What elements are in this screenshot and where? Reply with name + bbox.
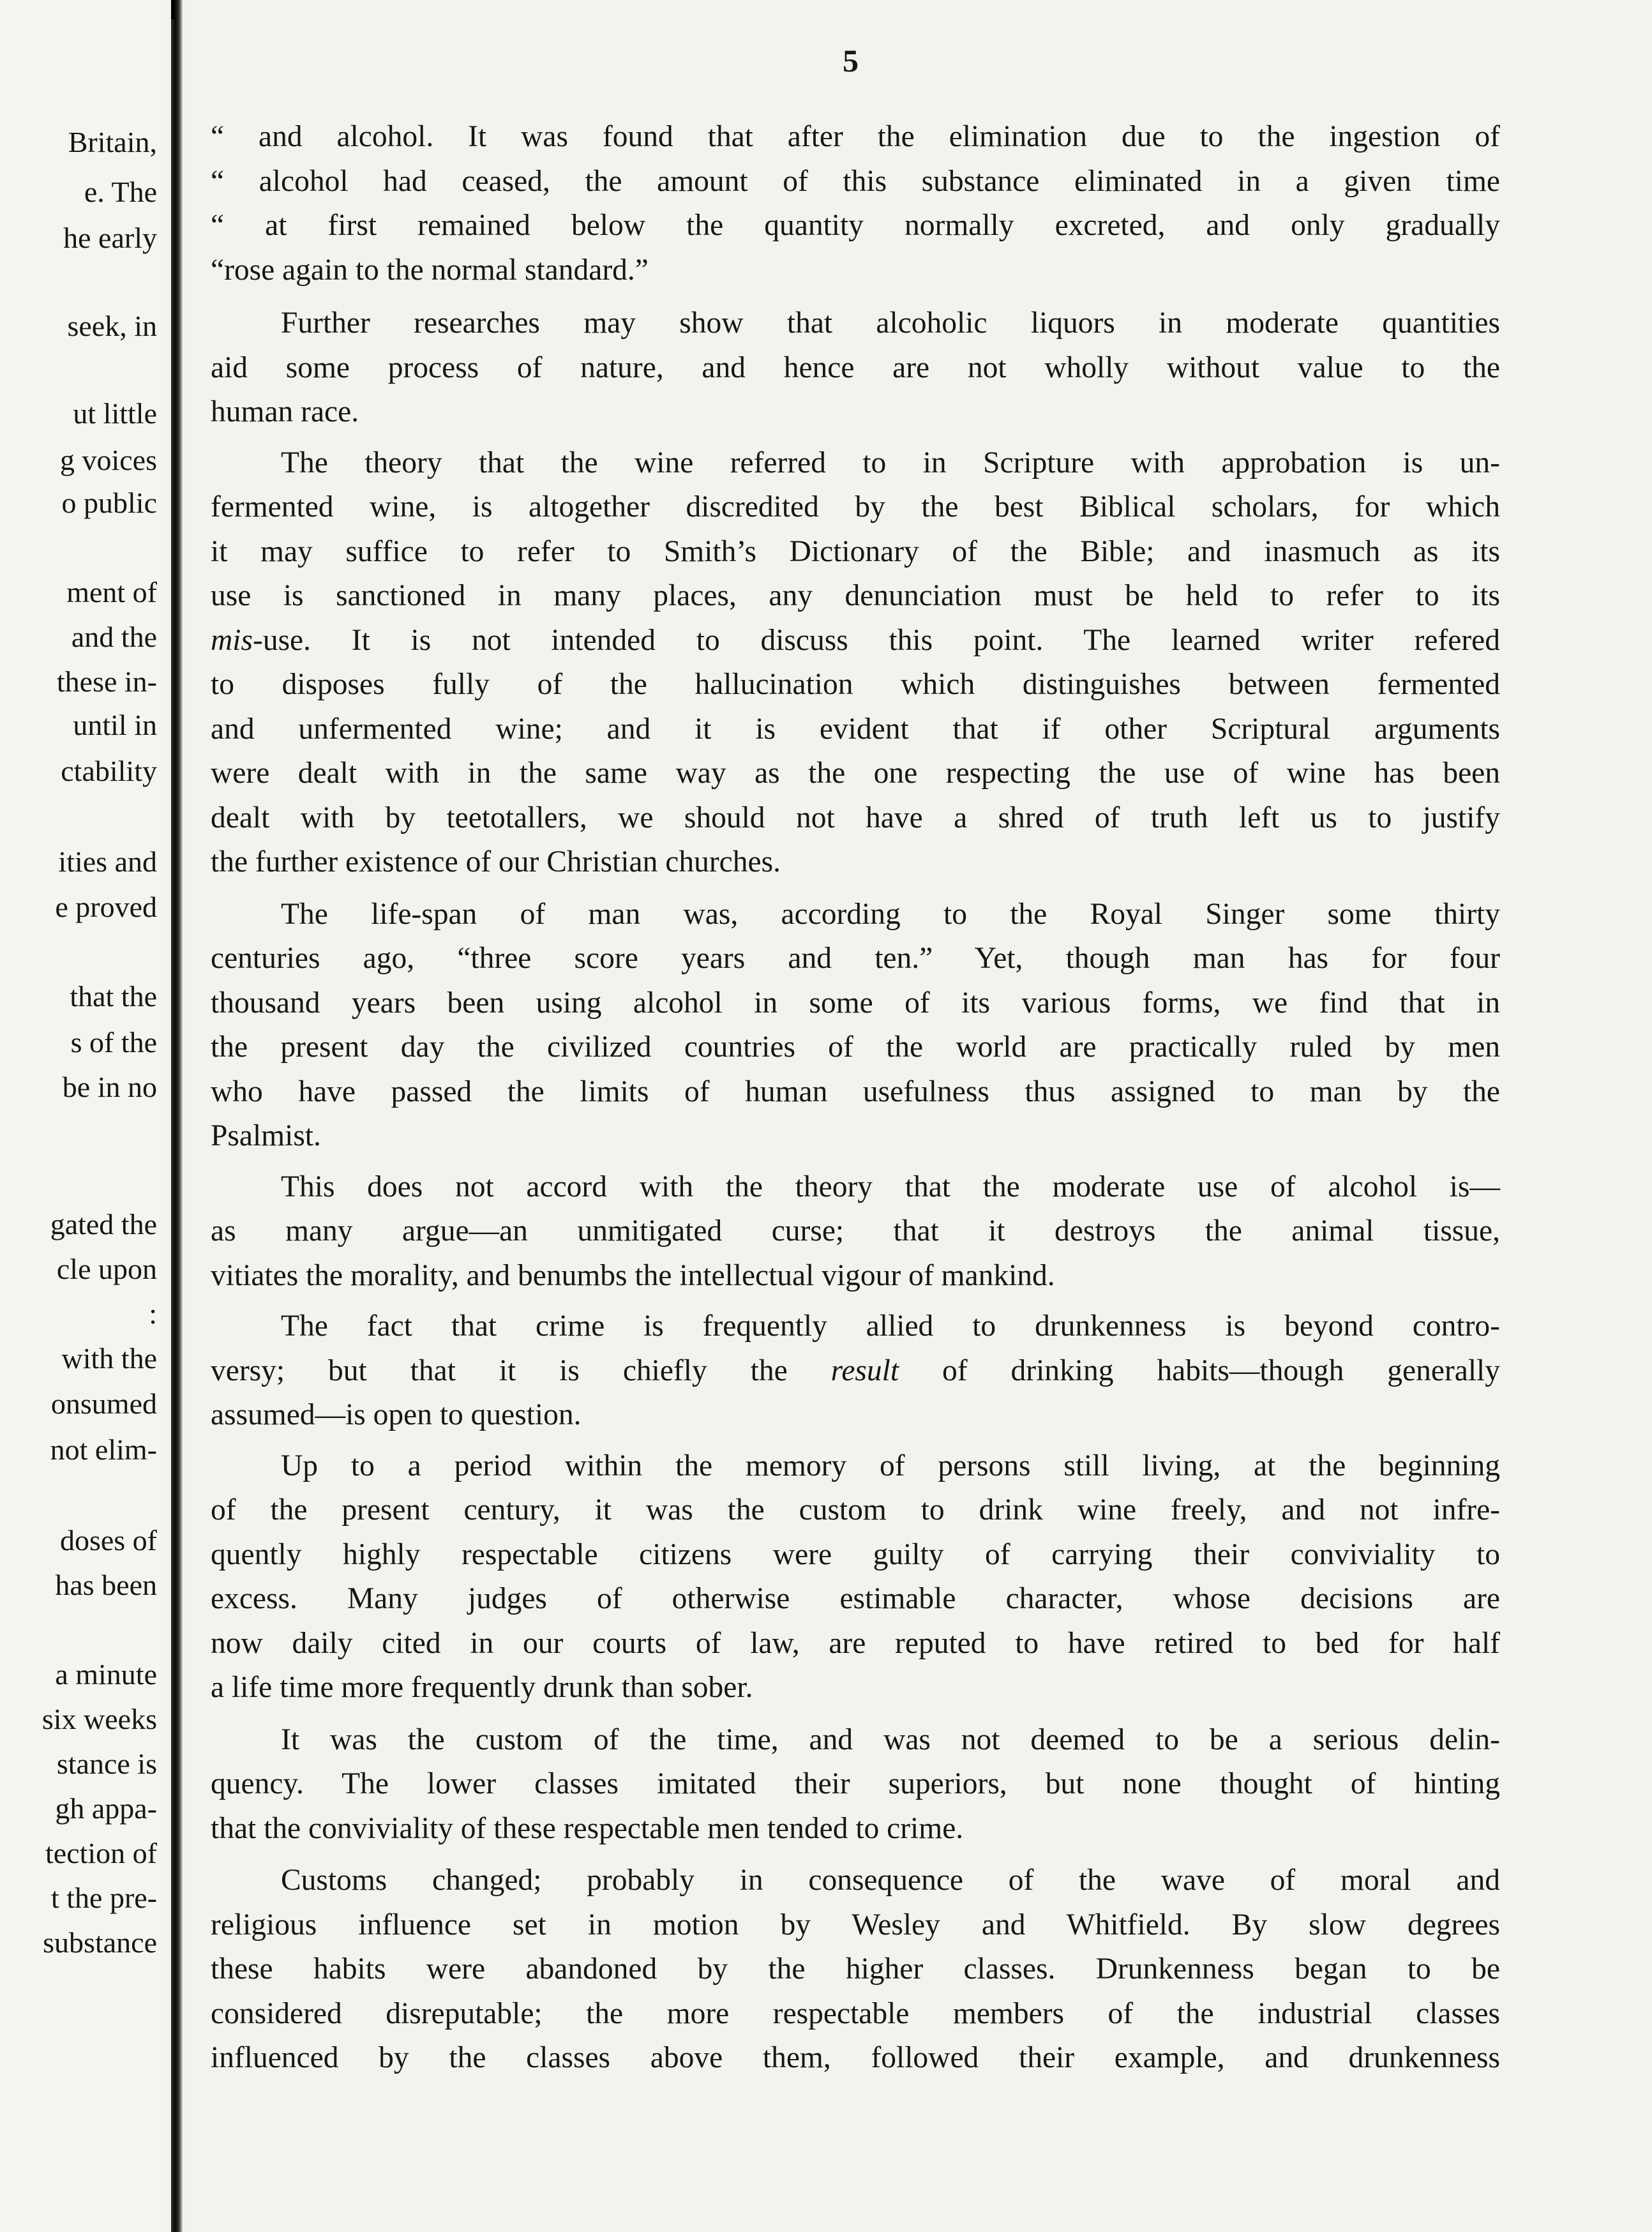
text-line: the present day the civilized countries of the world are practically ruled by men	[211, 1030, 1500, 1064]
adjacent-page-fragment: ctability	[61, 755, 157, 787]
adjacent-page-fragment: gh appa-	[55, 1792, 157, 1825]
adjacent-page-fragment: e proved	[55, 891, 157, 923]
text-line: the further existence of our Christian churches.	[211, 845, 781, 878]
text-line: as many argue—an unmitigated curse; that it destroys the animal tissue,	[211, 1214, 1500, 1248]
paragraph	[211, 115, 1500, 292]
adjacent-page-fragment: t the pre-	[50, 1881, 157, 1914]
text-line: The theory that the wine referred to in Scripture with approbation is un-	[281, 446, 1500, 479]
text-line: and unfermented wine; and it is evident that if other Scriptural arguments	[211, 712, 1500, 746]
adjacent-page-fragment: g voices	[59, 444, 157, 476]
page-number: 5	[843, 43, 859, 79]
text-line: Up to a period within the memory of persons still living, at the beginning	[281, 1449, 1500, 1482]
adjacent-page-fragment: these in-	[56, 665, 157, 698]
text-line: who have passed the limits of human usefulness thus assigned to man by the	[211, 1075, 1500, 1108]
body-text	[211, 115, 1500, 2081]
paragraph	[211, 1444, 1500, 1710]
adjacent-page-fragment: ities and	[58, 845, 157, 878]
text-line: of the present century, it was the custom to drink wine freely, and not infre-	[211, 1493, 1500, 1527]
adjacent-page-fragment: e. The	[84, 176, 157, 208]
paragraph	[211, 1304, 1500, 1438]
text-line: Customs changed; probably in consequence of the wave of moral and	[281, 1864, 1500, 1897]
text-line: now daily cited in our courts of law, are reputed to have retired to bed for half	[211, 1626, 1500, 1660]
adjacent-page-fragment: six weeks	[41, 1703, 157, 1735]
adjacent-page-fragment: s of the	[70, 1026, 157, 1059]
text-line: quency. The lower classes imitated their superiors, but none thought of hinting	[211, 1767, 1500, 1800]
text-line: these habits were abandoned by the higher classes. Drunkenness began to be	[211, 1952, 1500, 1986]
text-line: “ alcohol had ceased, the amount of this substance eliminated in a given time	[211, 164, 1500, 198]
text-line: centuries ago, “three score years and ten.” Yet, though man has for four	[211, 942, 1500, 975]
text-line: mis-use. It is not intended to discuss this point. The learned writer refered	[211, 623, 1500, 657]
text-line: were dealt with in the same way as the one respecting the use of wine has been	[211, 757, 1500, 790]
text-line: Further researches may show that alcoholic liquors in moderate quantities	[281, 306, 1500, 340]
paragraph	[211, 1859, 1500, 2081]
adjacent-page-fragment: substance	[43, 1926, 157, 1959]
text-line: quently highly respectable citizens were guilty of carrying their conviviality to	[211, 1537, 1500, 1571]
book-page	[191, 0, 1652, 2232]
text-line: The fact that crime is frequently allied to drunkenness is beyond contro-	[281, 1309, 1500, 1343]
text-line: human race.	[211, 395, 359, 428]
gutter-mark	[171, 0, 175, 19]
adjacent-page-fragment: doses of	[59, 1524, 157, 1557]
adjacent-page-fragment: seek, in	[67, 310, 157, 342]
text-line: versy; but that it is chiefly the result of drinking habits—though generally	[211, 1354, 1500, 1387]
text-line: influenced by the classes above them, followed their example, and drunkenness	[211, 2041, 1500, 2074]
adjacent-page-fragment: until in	[73, 709, 157, 741]
adjacent-page-fragment: with the	[61, 1342, 157, 1375]
text-line: It was the custom of the time, and was not deemed to be a serious delin-	[281, 1723, 1500, 1756]
paragraph	[211, 441, 1500, 885]
adjacent-page-fragment: tection of	[45, 1837, 157, 1869]
paragraph	[211, 1718, 1500, 1851]
paragraph	[211, 1165, 1500, 1299]
adjacent-page-fragment: be in no	[62, 1071, 157, 1103]
text-line: vitiates the morality, and benumbs the intellectual vigour of mankind.	[211, 1258, 1055, 1292]
adjacent-page-fragment: ment of	[66, 576, 157, 608]
text-line: aid some process of nature, and hence are not wholly without value to the	[211, 351, 1500, 384]
text-line: The life-span of man was, according to the Royal Singer some thirty	[281, 897, 1500, 931]
adjacent-page-fragment: onsumed	[50, 1387, 157, 1420]
text-line: excess. Many judges of otherwise estimable character, whose decisions are	[211, 1582, 1500, 1615]
adjacent-page-fragment: he early	[63, 222, 157, 254]
adjacent-page-fragment: ut little	[73, 397, 157, 430]
text-line: Psalmist.	[211, 1119, 321, 1152]
adjacent-page-fragment: has been	[55, 1569, 157, 1601]
adjacent-page-fragment: and the	[71, 621, 157, 653]
adjacent-page-fragment: cle upon	[56, 1253, 157, 1285]
adjacent-page-fragment: not elim-	[50, 1433, 157, 1466]
book-gutter	[171, 0, 183, 2232]
text-line: “ and alcohol. It was found that after the elimination due to the ingestion of	[211, 120, 1500, 153]
adjacent-page-strip	[0, 0, 167, 2232]
text-line: fermented wine, is altogether discredited by the best Biblical scholars, for which	[211, 490, 1500, 524]
text-line: use is sanctioned in many places, any denunciation must be held to refer to its	[211, 579, 1500, 612]
paragraph	[211, 301, 1500, 435]
adjacent-page-fragment: Britain,	[68, 126, 157, 158]
text-line: “ at first remained below the quantity normally excreted, and only gradually	[211, 209, 1500, 242]
adjacent-page-fragment: stance is	[56, 1747, 157, 1780]
text-line: considered disreputable; the more respectable members of the industrial classes	[211, 1996, 1500, 2030]
paragraph	[211, 893, 1500, 1159]
text-line: “rose again to the normal standard.”	[211, 253, 649, 287]
text-line: a life time more frequently drunk than sober.	[211, 1671, 753, 1704]
adjacent-page-fragment: a minute	[55, 1658, 157, 1691]
adjacent-page-fragment: that the	[70, 980, 157, 1013]
adjacent-page-fragment: gated the	[50, 1208, 157, 1240]
adjacent-page-fragment: :	[149, 1297, 157, 1330]
text-line: it may suffice to refer to Smith’s Dictionary of the Bible; and inasmuch as its	[211, 534, 1500, 568]
text-line: This does not accord with the theory that the moderate use of alcohol is—	[281, 1170, 1500, 1203]
text-line: that the conviviality of these respectable men tended to crime.	[211, 1811, 964, 1845]
text-line: religious influence set in motion by Wesley and Whitfield. By slow degrees	[211, 1908, 1500, 1942]
text-line: dealt with by teetotallers, we should not have a shred of truth left us to justify	[211, 801, 1500, 834]
text-line: thousand years been using alcohol in some of its various forms, we find that in	[211, 986, 1500, 1020]
adjacent-page-fragment: o public	[61, 486, 157, 519]
text-line: assumed—is open to question.	[211, 1398, 582, 1431]
text-line: to disposes fully of the hallucination which distinguishes between fermented	[211, 668, 1500, 701]
